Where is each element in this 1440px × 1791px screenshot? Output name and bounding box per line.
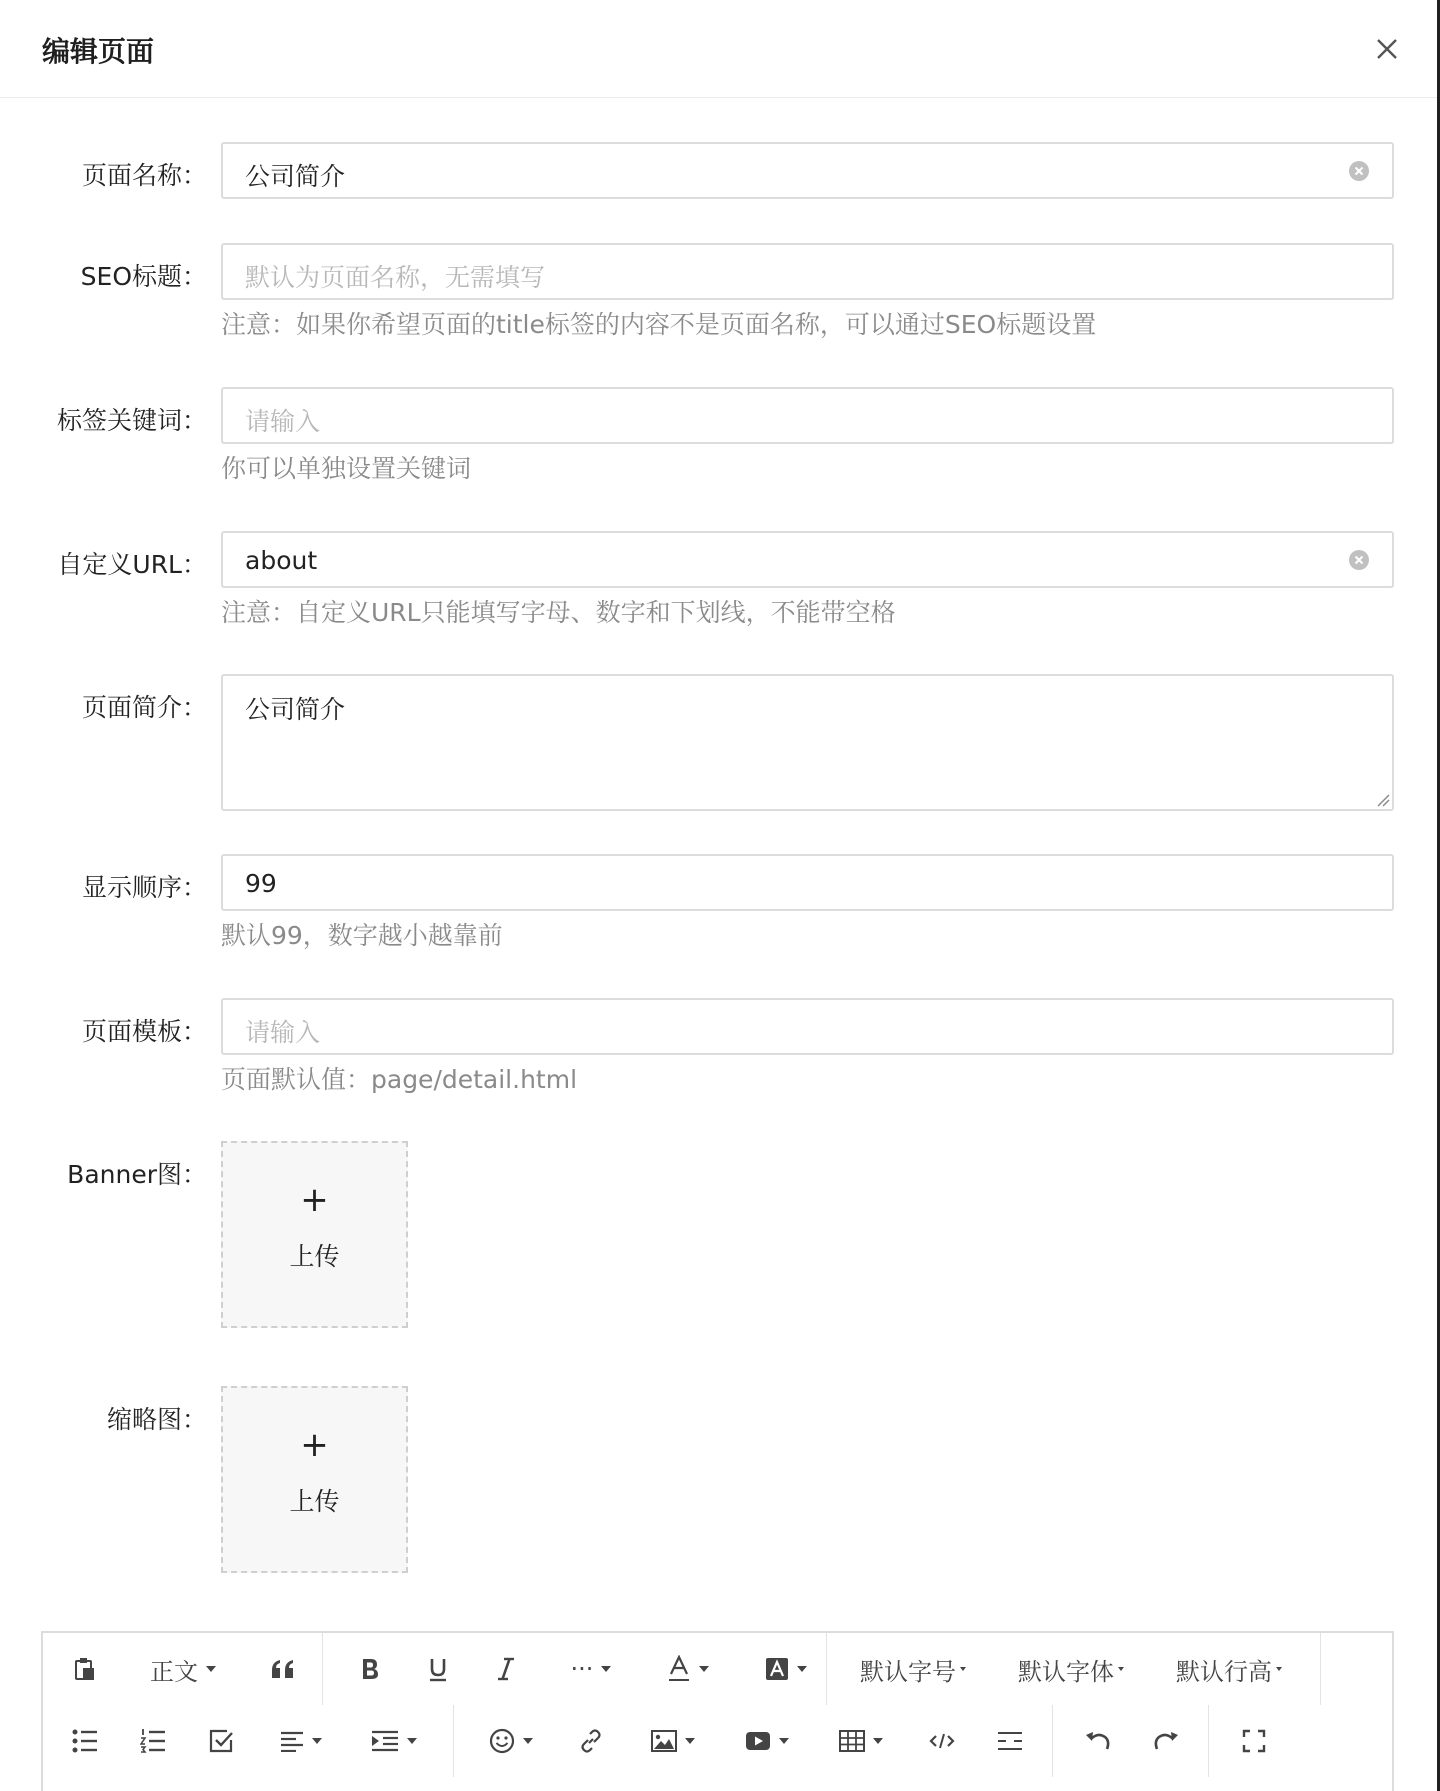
url-input[interactable] [221,531,1394,588]
font-size-dropdown[interactable] [853,1647,973,1691]
toolbar-divider [1052,1705,1053,1777]
banner-label: Banner图： [67,1160,207,1189]
thumbnail-upload-button[interactable] [221,1386,408,1573]
keywords-help: 你可以单独设置关键词 [221,454,472,483]
clear-icon[interactable] [1348,549,1370,571]
underline-icon [427,1656,449,1682]
toolbar-divider [322,1633,323,1705]
seo-title-label: SEO标题： [80,262,207,291]
toolbar-divider [1320,1633,1321,1705]
paragraph-format-dropdown[interactable] [143,1647,223,1691]
toolbar-divider [1208,1705,1209,1777]
bold-button[interactable] [350,1647,390,1691]
intro-label: 页面简介： [81,693,207,722]
insert-link-button[interactable] [571,1719,611,1763]
name-input[interactable] [221,142,1394,199]
bold-icon [359,1656,381,1682]
chevron-down-icon [206,1666,216,1672]
url-input-value: about [245,546,318,575]
font-size-label: 默认字号 [860,1657,956,1686]
name-label: 页面名称： [81,161,207,190]
editor-toolbar-row-1 [43,1633,1392,1705]
chevron-down-icon [1276,1667,1282,1671]
line-height-dropdown[interactable] [1169,1647,1289,1691]
thumbnail-label: 缩略图： [106,1405,207,1434]
template-placeholder: 请输入 [245,1018,321,1047]
font-family-dropdown[interactable] [1011,1647,1131,1691]
image-icon [651,1730,677,1752]
close-icon [1370,32,1404,66]
indent-icon [371,1730,399,1752]
toolbar-divider [826,1633,827,1705]
rich-text-editor [41,1631,1394,1791]
font-color-icon [667,1655,691,1683]
chevron-down-icon [779,1738,789,1744]
italic-button[interactable] [486,1647,526,1691]
text-align-dropdown[interactable] [271,1719,331,1763]
code-icon [929,1731,955,1751]
dialog-header [0,0,1437,98]
chevron-down-icon [407,1738,417,1744]
clear-icon[interactable] [1348,160,1370,182]
banner-upload-label: 上传 [289,1242,340,1271]
font-color-dropdown[interactable] [653,1647,723,1691]
chevron-down-icon [601,1666,611,1672]
url-label: 自定义URL： [57,550,207,579]
chevron-down-icon [312,1738,322,1744]
align-left-icon [280,1730,304,1752]
order-input-value: 99 [245,869,277,898]
close-button[interactable] [1370,32,1404,66]
redo-button[interactable] [1146,1719,1186,1763]
toolbar-divider [453,1705,454,1777]
undo-icon [1084,1729,1112,1753]
chevron-down-icon [797,1666,807,1672]
chevron-down-icon [699,1666,709,1672]
keywords-label: 标签关键词： [56,406,207,435]
dialog-title: 编辑页面 [42,35,155,68]
chevron-down-icon [960,1667,966,1671]
seo-title-help: 注意：如果你希望页面的title标签的内容不是页面名称，可以通过SEO标题设置 [221,310,1097,339]
template-help: 页面默认值：page/detail.html [221,1065,578,1094]
indent-dropdown[interactable] [361,1719,427,1763]
insert-image-dropdown[interactable] [641,1719,705,1763]
horizontal-rule-icon [997,1730,1023,1752]
chevron-down-icon [523,1738,533,1744]
keywords-placeholder: 请输入 [245,407,321,436]
background-color-dropdown[interactable] [751,1647,821,1691]
more-styles-label: ··· [570,1655,594,1683]
line-height-label: 默认行高 [1176,1657,1272,1686]
name-input-value: 公司简介 [245,162,346,191]
numbered-list-button[interactable] [133,1719,173,1763]
template-label: 页面模板： [81,1017,207,1046]
code-button[interactable] [922,1719,962,1763]
chevron-down-icon [1118,1667,1124,1671]
fullscreen-icon [1242,1729,1266,1753]
paste-button[interactable] [65,1647,105,1691]
intro-textarea-value: 公司简介 [245,695,346,724]
background-color-icon [765,1657,789,1681]
chevron-down-icon [873,1738,883,1744]
plus-icon: + [300,1425,329,1465]
url-help: 注意：自定义URL只能填写字母、数字和下划线，不能带空格 [221,598,896,627]
order-input[interactable] [221,854,1394,911]
seo-title-input[interactable] [221,243,1394,300]
bullet-list-icon [72,1729,98,1753]
divider-button[interactable] [990,1719,1030,1763]
bullet-list-button[interactable] [65,1719,105,1763]
todo-list-button[interactable] [201,1719,241,1763]
checkbox-icon [208,1728,234,1754]
paragraph-format-label: 正文 [150,1657,198,1686]
thumbnail-upload-label: 上传 [289,1487,340,1516]
italic-icon [495,1656,517,1682]
plus-icon: + [300,1180,329,1220]
emoji-icon [489,1728,515,1754]
clipboard-icon [72,1656,98,1682]
link-icon [578,1728,604,1754]
banner-upload-button[interactable] [221,1141,408,1328]
table-icon [839,1730,865,1752]
chevron-down-icon [685,1738,695,1744]
insert-video-dropdown[interactable] [735,1719,799,1763]
editor-toolbar-row-2 [43,1705,1392,1777]
intro-textarea[interactable] [221,674,1394,811]
undo-button[interactable] [1078,1719,1118,1763]
blockquote-button[interactable] [263,1647,303,1691]
underline-button[interactable] [418,1647,458,1691]
insert-table-dropdown[interactable] [829,1719,893,1763]
quote-icon [270,1658,296,1680]
emoji-dropdown[interactable] [481,1719,541,1763]
more-styles-dropdown[interactable] [556,1647,626,1691]
order-label: 显示顺序： [81,873,207,902]
font-family-label: 默认字体 [1018,1657,1114,1686]
seo-title-placeholder: 默认为页面名称，无需填写 [245,263,546,292]
template-input[interactable] [221,998,1394,1055]
order-help: 默认99，数字越小越靠前 [221,921,503,950]
numbered-list-icon [140,1728,166,1754]
redo-icon [1152,1729,1180,1753]
video-icon [745,1730,771,1752]
keywords-input[interactable] [221,387,1394,444]
fullscreen-button[interactable] [1234,1719,1274,1763]
resize-grip-icon[interactable] [1376,793,1390,807]
